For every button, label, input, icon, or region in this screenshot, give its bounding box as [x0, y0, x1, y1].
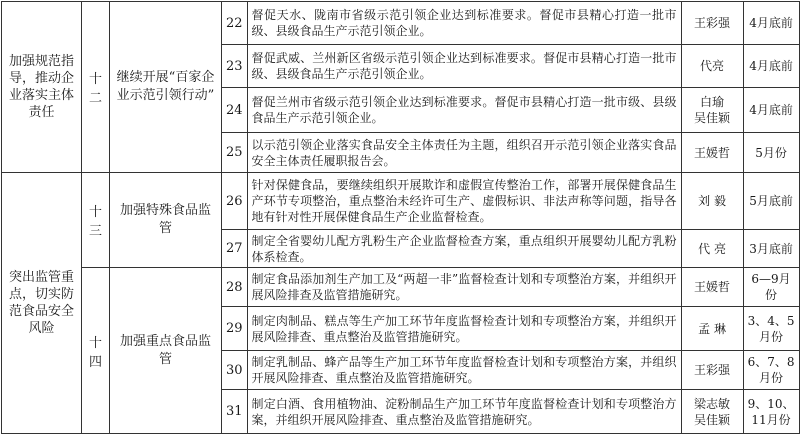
item-number: 27 [222, 230, 248, 268]
item-owner: 王媛哲 [681, 268, 743, 307]
item-number: 26 [222, 173, 248, 230]
task-cell: 加强重点食品监管 [110, 268, 222, 434]
table-row [2, 2, 800, 45]
table-row [2, 268, 800, 307]
task-cell: 加强特殊食品监管 [110, 173, 222, 268]
item-content: 督促天水、陇南市省级示范引领企业达到标准要求。督促市县精心打造一批市级、县级食品生产示范引领企业。 [247, 2, 681, 45]
item-owner: 白瑜 吴佳颖 [681, 88, 743, 133]
sequence-cell: 十四 [82, 268, 110, 434]
item-content: 制定食品添加剂生产加工及“两超一非”监督检查计划和专项整治方案，并组织开展风险排查及监管措施研究。 [247, 268, 681, 307]
item-number: 25 [222, 133, 248, 173]
item-owner: 王彩强 [681, 351, 743, 390]
task-cell: 继续开展“百家企业示范引领行动” [110, 2, 222, 173]
item-number: 30 [222, 351, 248, 390]
item-deadline: 5月底前 [743, 173, 799, 230]
sequence-cell: 十三 [82, 173, 110, 268]
item-number: 29 [222, 307, 248, 351]
item-content: 针对保健食品，要继续组织开展欺诈和虚假宣传整治工作，部署开展保健食品生产环节专项整治，重点整治未经许可生产、虚假标识、非法声称等问题，指导各地有针对性开展保健食品生产企业监督检查。 [247, 173, 681, 230]
item-number: 22 [222, 2, 248, 45]
item-number: 23 [222, 45, 248, 88]
table-row [2, 173, 800, 230]
task-table [1, 1, 800, 434]
item-deadline: 5月份 [743, 133, 799, 173]
item-deadline: 6—9月份 [743, 268, 799, 307]
item-content: 制定乳制品、蜂产品等生产加工环节年度监督检查计划和专项整治方案，并组织开展风险排查、重点整治及监管措施研究。 [247, 351, 681, 390]
item-content: 制定肉制品、糕点等生产加工环节年度监督检查计划和专项整治方案，并组织开展风险排查、重点整治及监管措施研究。 [247, 307, 681, 351]
item-number: 28 [222, 268, 248, 307]
item-content: 制定全省婴幼儿配方乳粉生产企业监督检查方案，重点组织开展婴幼儿配方乳粉体系检查。 [247, 230, 681, 268]
item-content: 督促兰州市省级示范引领企业达到标准要求。督促市县精心打造一批市级、县级食品生产示范引领企业。 [247, 88, 681, 133]
item-owner: 代亮 [681, 45, 743, 88]
item-owner: 孟 琳 [681, 307, 743, 351]
item-deadline: 3月底前 [743, 230, 799, 268]
item-owner: 王彩强 [681, 2, 743, 45]
item-deadline: 4月底前 [743, 45, 799, 88]
item-owner: 王媛哲 [681, 133, 743, 173]
item-content: 督促武威、兰州新区省级示范引领企业达到标准要求。督促市县精心打造一批市级、县级食品生产示范引领企业。 [247, 45, 681, 88]
area-cell: 加强规范指导，推动企业落实主体责任 [2, 2, 82, 173]
item-content: 制定白酒、食用植物油、淀粉制品生产加工环节年度监督检查计划和专项整治方案，并组织开展风险排查、重点整治及监管措施研究。 [247, 390, 681, 434]
item-deadline: 9、10、11月份 [743, 390, 799, 434]
item-content: 以示范引领企业落实食品安全主体责任为主题，组织召开示范引领企业落实食品安全主体责任履职报告会。 [247, 133, 681, 173]
item-owner: 梁志敏 吴佳颖 [681, 390, 743, 434]
item-owner: 刘 毅 [681, 173, 743, 230]
item-deadline: 4月底前 [743, 88, 799, 133]
sequence-cell: 十二 [82, 2, 110, 173]
item-number: 31 [222, 390, 248, 434]
item-deadline: 4月底前 [743, 2, 799, 45]
item-deadline: 6、7、8月份 [743, 351, 799, 390]
item-number: 24 [222, 88, 248, 133]
area-cell: 突出监管重点，切实防范食品安全风险 [2, 173, 82, 434]
item-deadline: 3、4、5月份 [743, 307, 799, 351]
item-owner: 代 亮 [681, 230, 743, 268]
